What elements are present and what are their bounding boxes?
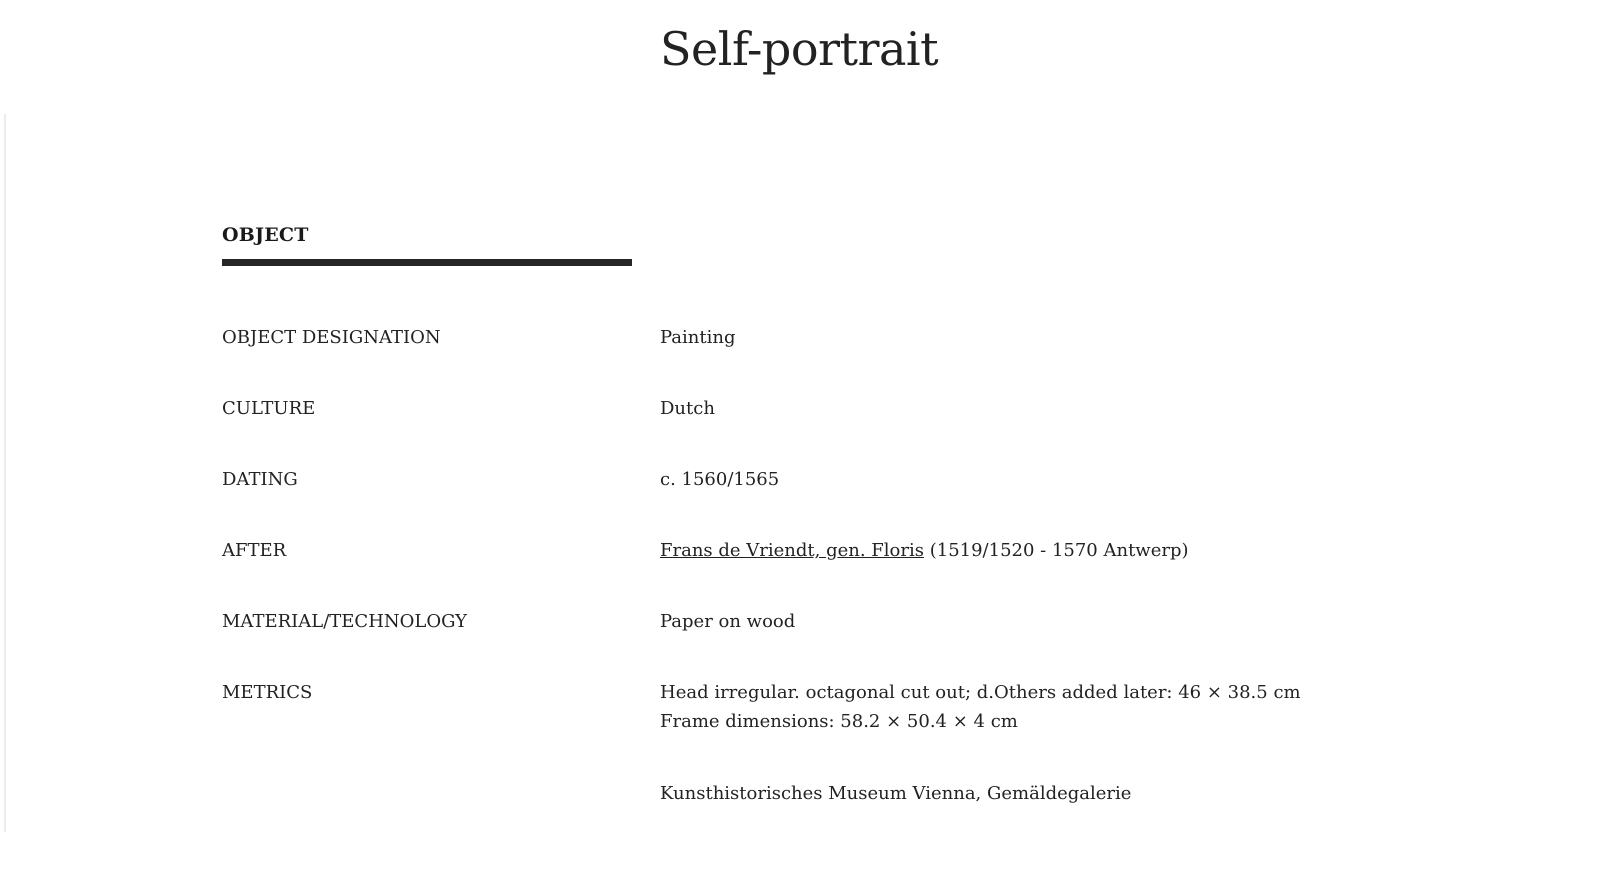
- label-object-designation: OBJECT DESIGNATION: [222, 327, 441, 348]
- value-object-designation: Painting: [660, 327, 736, 348]
- page-title: Self-portrait: [660, 22, 939, 76]
- section-heading-object: OBJECT: [222, 224, 309, 246]
- value-collection: Kunsthistorisches Museum Vienna, Gemäldegalerie: [660, 783, 1132, 804]
- section-underline: [222, 259, 632, 266]
- metrics-line-frame: Frame dimensions: 58.2 × 50.4 × 4 cm: [660, 711, 1018, 732]
- value-dating: c. 1560/1565: [660, 469, 780, 490]
- value-material-technology: Paper on wood: [660, 611, 796, 632]
- artist-lifespan: (1519/1520 - 1570 Antwerp): [929, 540, 1189, 561]
- label-after: AFTER: [222, 540, 287, 561]
- value-after: [660, 540, 1189, 561]
- value-metrics: [660, 682, 1301, 732]
- left-divider: [4, 114, 6, 832]
- label-dating: DATING: [222, 469, 298, 490]
- metrics-line-object: Head irregular. octagonal cut out; d.Others added later: 46 × 38.5 cm: [660, 682, 1301, 703]
- artist-link[interactable]: Frans de Vriendt, gen. Floris: [660, 540, 924, 561]
- value-culture: Dutch: [660, 398, 715, 419]
- label-metrics: METRICS: [222, 682, 313, 703]
- label-culture: CULTURE: [222, 398, 316, 419]
- label-material-technology: MATERIAL/TECHNOLOGY: [222, 611, 468, 632]
